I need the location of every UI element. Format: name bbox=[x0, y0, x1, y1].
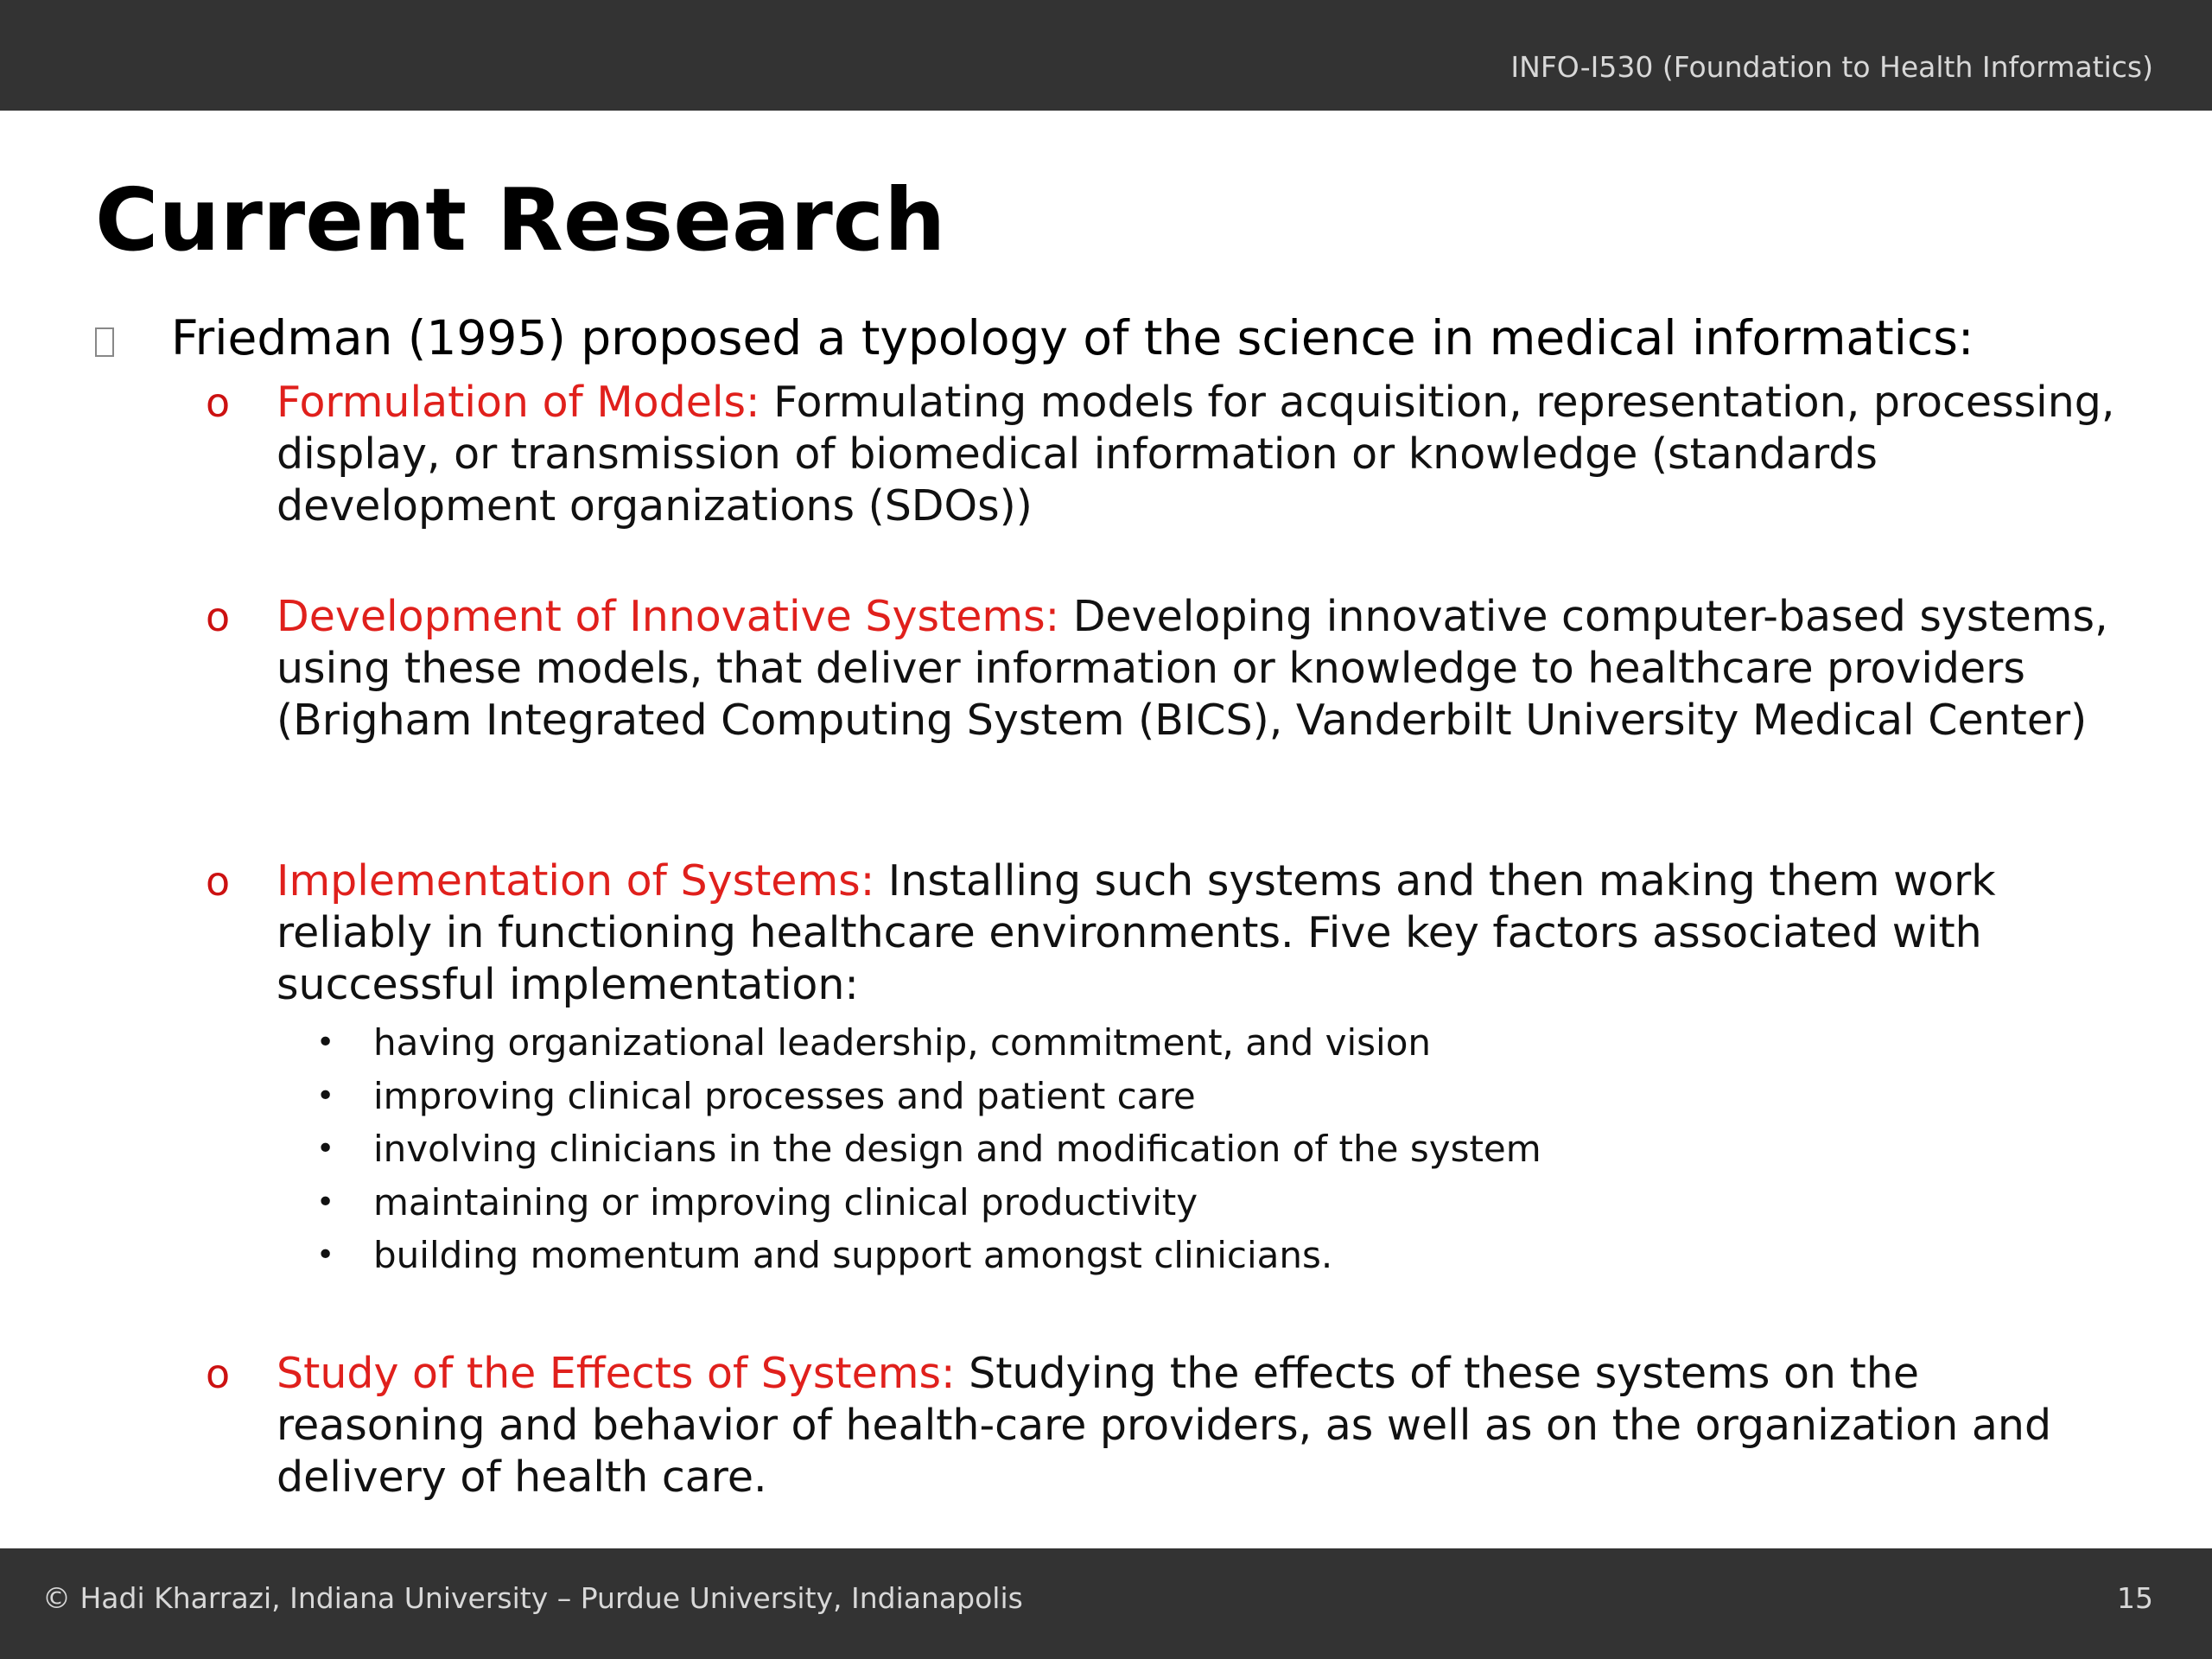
list-item: • having organizational leadership, commitment, and vision bbox=[316, 1016, 1541, 1070]
item-body: Studying the effects of these systems on the reasoning and behavior of health-care providers, as well as on the organization and delivery of health care. bbox=[276, 1349, 2052, 1502]
footer-credit: © Hadi Kharrazi, Indiana University – Purdue University, Indianapolis bbox=[42, 1581, 1023, 1615]
circle-bullet-icon: o bbox=[206, 858, 231, 905]
implementation-factors-list bbox=[316, 1016, 1541, 1282]
square-bullet-icon bbox=[95, 327, 114, 357]
item-development-of-innovative-systems bbox=[206, 591, 2141, 747]
course-title: INFO-I530 (Foundation to Health Informatics) bbox=[1510, 50, 2153, 84]
intro-line bbox=[95, 309, 1974, 366]
intro-text: Friedman (1995) proposed a typology of the science in medical informatics: bbox=[171, 310, 1974, 365]
item-body: Installing such systems and then making them work reliably in functioning healthcare environments. Five key factors associated with successful implementation: bbox=[276, 856, 1996, 1009]
item-lead: Implementation of Systems: bbox=[276, 856, 875, 906]
item-implementation-of-systems bbox=[206, 855, 2141, 1011]
circle-bullet-icon: o bbox=[206, 1351, 231, 1397]
list-item: • improving clinical processes and patient care bbox=[316, 1070, 1541, 1123]
item-lead: Formulation of Models: bbox=[276, 378, 760, 427]
item-lead: Study of the Effects of Systems: bbox=[276, 1349, 956, 1398]
dot-bullet-icon: • bbox=[316, 1184, 335, 1220]
list-item: • involving clinicians in the design and modification of the system bbox=[316, 1122, 1541, 1176]
dot-bullet-icon: • bbox=[316, 1077, 335, 1114]
dot-bullet-icon: • bbox=[316, 1237, 335, 1273]
circle-bullet-icon: o bbox=[206, 379, 231, 426]
page-title: Current Research bbox=[95, 169, 946, 270]
item-text bbox=[276, 591, 2141, 747]
dot-bullet-icon: • bbox=[316, 1025, 335, 1060]
item-body: Formulating models for acquisition, representation, processing, display, or transmission of biomedical information or knowledge (standards development organizations (SDOs)) bbox=[276, 378, 2115, 531]
item-study-of-the-effects-of-systems bbox=[206, 1348, 2141, 1503]
item-body: Developing innovative computer-based systems, using these models, that deliver information or knowledge to healthcare providers (Brigham Integrated Computing System (BICS), Vanderbilt University Medical Center) bbox=[276, 592, 2108, 745]
item-text bbox=[276, 855, 2141, 1011]
item-lead: Development of Innovative Systems: bbox=[276, 592, 1060, 641]
list-item: • building momentum and support amongst clinicians. bbox=[316, 1229, 1541, 1282]
item-text bbox=[276, 377, 2141, 532]
list-item: • maintaining or improving clinical productivity bbox=[316, 1176, 1541, 1230]
page-number: 15 bbox=[2117, 1581, 2153, 1615]
circle-bullet-icon: o bbox=[206, 594, 231, 640]
item-formulation-of-models bbox=[206, 377, 2141, 532]
dot-bullet-icon: • bbox=[316, 1131, 335, 1166]
item-text bbox=[276, 1348, 2141, 1503]
